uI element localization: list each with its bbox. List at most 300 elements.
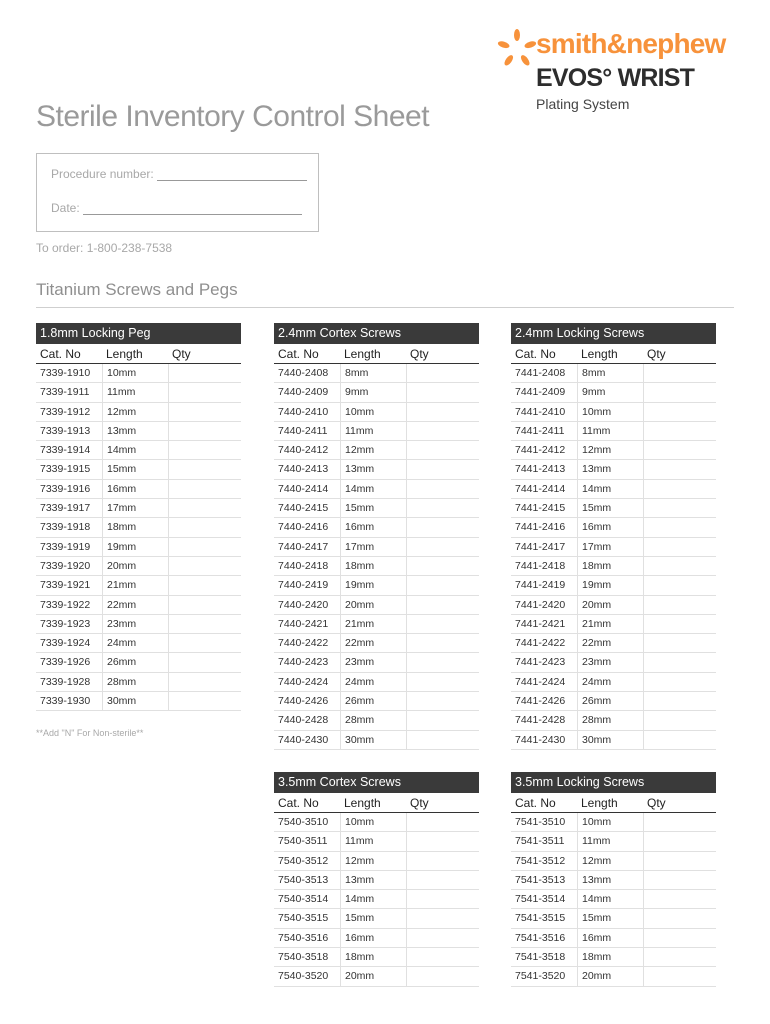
cat-no-cell: 7441-2423 [515,656,566,669]
length-cell: 14mm [577,890,643,908]
table-row [274,538,479,557]
table-title: 2.4mm Locking Screws [511,323,716,344]
table-row [36,403,241,422]
length-cell: 9mm [577,383,643,401]
qty-cell[interactable] [406,813,479,831]
table-row [511,871,716,890]
cat-no-cell: 7441-2428 [515,714,566,727]
qty-cell[interactable] [643,948,716,966]
cat-no-cell: 7440-2428 [278,714,329,727]
length-cell: 23mm [340,653,406,671]
table-row [511,576,716,595]
cat-no-cell: 7541-3514 [515,893,566,906]
qty-cell[interactable] [168,499,241,517]
qty-cell[interactable] [168,673,241,691]
table-row [274,653,479,672]
cat-no-cell: 7540-3518 [278,951,329,964]
table-row [36,692,241,711]
qty-cell[interactable] [406,731,479,749]
cat-no-cell: 7339-1911 [40,386,90,399]
length-cell: 10mm [340,403,406,421]
length-cell: 23mm [102,615,168,633]
qty-cell[interactable] [168,538,241,556]
length-cell: 16mm [340,518,406,536]
product-subtitle: Plating System [536,96,630,112]
length-cell: 15mm [577,499,643,517]
cat-no-cell: 7441-2419 [515,579,566,592]
qty-cell[interactable] [643,596,716,614]
length-cell: 18mm [577,948,643,966]
length-cell: 10mm [577,813,643,831]
length-cell: 10mm [577,403,643,421]
qty-cell[interactable] [643,576,716,594]
column-header-row [511,344,716,364]
table-row [36,383,241,402]
qty-cell[interactable] [406,890,479,908]
length-cell: 16mm [340,929,406,947]
table-3-5mm-cortex-screws [274,772,479,987]
qty-cell[interactable] [643,692,716,710]
cat-no-cell: 7440-2426 [278,695,329,708]
qty-cell[interactable] [643,364,716,382]
qty-cell[interactable] [168,557,241,575]
table-row [36,653,241,672]
cat-no-cell: 7441-2409 [515,386,566,399]
cat-no-cell: 7339-1923 [40,617,91,630]
table-row [36,557,241,576]
column-header-length: Length [344,347,381,361]
qty-cell[interactable] [168,576,241,594]
table-row [274,731,479,750]
qty-cell[interactable] [406,422,479,440]
qty-cell[interactable] [406,557,479,575]
length-cell: 28mm [577,711,643,729]
table-row [511,441,716,460]
length-cell: 21mm [340,615,406,633]
length-cell: 17mm [102,499,168,517]
table-row [274,596,479,615]
qty-cell[interactable] [406,948,479,966]
qty-cell[interactable] [406,967,479,985]
column-header-row [511,793,716,813]
length-cell: 24mm [102,634,168,652]
qty-cell[interactable] [406,576,479,594]
cat-no-cell: 7440-2422 [278,637,329,650]
qty-cell[interactable] [168,480,241,498]
cat-no-cell: 7441-2411 [515,424,565,437]
cat-no-cell: 7440-2418 [278,559,329,572]
length-cell: 8mm [577,364,643,382]
cat-no-cell: 7540-3511 [278,835,328,848]
cat-no-cell: 7541-3516 [515,931,566,944]
table-1-8mm-locking-peg [36,323,241,711]
brand-logo [496,26,746,116]
table-row [511,480,716,499]
length-cell: 18mm [577,557,643,575]
qty-cell[interactable] [406,538,479,556]
qty-cell[interactable] [406,692,479,710]
qty-cell[interactable] [643,422,716,440]
table-row [274,557,479,576]
length-cell: 24mm [577,673,643,691]
table-row [511,852,716,871]
length-cell: 14mm [340,890,406,908]
length-cell: 20mm [102,557,168,575]
length-cell: 15mm [340,499,406,517]
column-header-qty: Qty [647,796,666,810]
qty-cell[interactable] [406,596,479,614]
cat-no-cell: 7441-2413 [515,463,566,476]
length-cell: 20mm [340,967,406,985]
length-cell: 26mm [102,653,168,671]
length-cell: 16mm [577,929,643,947]
table-row [36,576,241,595]
length-cell: 28mm [102,673,168,691]
cat-no-cell: 7440-2415 [278,502,329,515]
cat-no-cell: 7540-3516 [278,931,329,944]
table-row [36,673,241,692]
length-cell: 14mm [102,441,168,459]
table-row [511,929,716,948]
table-row [274,890,479,909]
table-row [274,967,479,986]
table-row [36,634,241,653]
cat-no-cell: 7441-2422 [515,637,566,650]
qty-cell[interactable] [168,518,241,536]
cat-no-cell: 7339-1921 [40,579,91,592]
length-cell: 13mm [102,422,168,440]
table-row [274,813,479,832]
qty-cell[interactable] [406,403,479,421]
table-row [36,441,241,460]
qty-cell[interactable] [406,441,479,459]
table-row [274,634,479,653]
table-row [36,615,241,634]
table-row [511,499,716,518]
table-row [36,499,241,518]
qty-cell[interactable] [643,499,716,517]
product-name: EVOS° WRIST [536,64,695,92]
cat-no-cell: 7339-1915 [40,463,91,476]
length-cell: 18mm [340,948,406,966]
length-cell: 20mm [577,967,643,985]
table-row [274,832,479,851]
qty-cell[interactable] [643,929,716,947]
table-row [274,383,479,402]
length-cell: 15mm [340,909,406,927]
table-row [511,890,716,909]
cat-no-cell: 7441-2412 [515,444,566,457]
length-cell: 18mm [340,557,406,575]
cat-no-cell: 7440-2420 [278,598,329,611]
table-row [511,422,716,441]
qty-cell[interactable] [643,832,716,850]
table-row [511,909,716,928]
length-cell: 16mm [577,518,643,536]
cat-no-cell: 7540-3513 [278,873,329,886]
table-row [511,383,716,402]
table-2-4mm-locking-screws [511,323,716,750]
cat-no-cell: 7440-2410 [278,405,329,418]
table-row [274,460,479,479]
length-cell: 22mm [340,634,406,652]
cat-no-cell: 7441-2424 [515,675,566,688]
qty-cell[interactable] [643,653,716,671]
table-row [36,480,241,499]
qty-cell[interactable] [406,383,479,401]
qty-cell[interactable] [406,909,479,927]
cat-no-cell: 7339-1930 [40,695,91,708]
table-row [511,967,716,986]
qty-cell[interactable] [643,441,716,459]
cat-no-cell: 7541-3518 [515,951,566,964]
cat-no-cell: 7540-3520 [278,970,329,983]
qty-cell[interactable] [168,422,241,440]
table-row [511,460,716,479]
length-cell: 20mm [577,596,643,614]
length-cell: 12mm [577,441,643,459]
cat-no-cell: 7440-2423 [278,656,329,669]
cat-no-cell: 7441-2421 [515,617,566,630]
table-row [36,364,241,383]
cat-no-cell: 7339-1928 [40,675,91,688]
table-row [274,909,479,928]
table-row [511,403,716,422]
qty-cell[interactable] [643,538,716,556]
length-cell: 30mm [577,731,643,749]
qty-cell[interactable] [643,813,716,831]
qty-cell[interactable] [406,832,479,850]
qty-cell[interactable] [406,871,479,889]
length-cell: 11mm [577,422,643,440]
length-cell: 26mm [577,692,643,710]
qty-cell[interactable] [406,364,479,382]
table-row [511,557,716,576]
qty-cell[interactable] [643,557,716,575]
qty-cell[interactable] [643,403,716,421]
table-row [274,673,479,692]
cat-no-cell: 7339-1914 [40,444,91,457]
qty-cell[interactable] [406,711,479,729]
table-title: 2.4mm Cortex Screws [274,323,479,344]
section-divider [36,307,734,308]
length-cell: 23mm [577,653,643,671]
length-cell: 13mm [577,460,643,478]
cat-no-cell: 7541-3520 [515,970,566,983]
cat-no-cell: 7540-3515 [278,912,329,925]
qty-cell[interactable] [406,499,479,517]
length-cell: 20mm [340,596,406,614]
section-title: Titanium Screws and Pegs [36,280,238,299]
cat-no-cell: 7339-1924 [40,637,91,650]
table-row [511,832,716,851]
length-cell: 18mm [102,518,168,536]
qty-cell[interactable] [643,383,716,401]
procedure-info-box [36,153,319,232]
qty-cell[interactable] [643,852,716,870]
procedure-number-line [51,167,307,181]
qty-cell[interactable] [643,967,716,985]
qty-cell[interactable] [406,460,479,478]
cat-no-cell: 7440-2409 [278,386,329,399]
qty-cell[interactable] [643,634,716,652]
qty-cell[interactable] [168,460,241,478]
cat-no-cell: 7441-2426 [515,695,566,708]
table-title: 3.5mm Locking Screws [511,772,716,793]
cat-no-cell: 7441-2420 [515,598,566,611]
length-cell: 21mm [102,576,168,594]
length-cell: 8mm [340,364,406,382]
qty-cell[interactable] [406,653,479,671]
qty-cell[interactable] [168,403,241,421]
cat-no-cell: 7540-3514 [278,893,329,906]
qty-cell[interactable] [406,615,479,633]
cat-no-cell: 7339-1922 [40,598,91,611]
qty-cell[interactable] [168,692,241,710]
cat-no-cell: 7441-2418 [515,559,566,572]
table-row [36,518,241,537]
table-row [36,460,241,479]
procedure-number-field[interactable] [157,169,307,181]
table-row [511,731,716,750]
cat-no-cell: 7441-2430 [515,733,566,746]
qty-cell[interactable] [643,711,716,729]
table-row [511,692,716,711]
cat-no-cell: 7339-1920 [40,559,91,572]
table-row [274,441,479,460]
table-row [511,948,716,967]
qty-cell[interactable] [406,852,479,870]
table-row [274,576,479,595]
cat-no-cell: 7440-2419 [278,579,329,592]
length-cell: 14mm [577,480,643,498]
length-cell: 15mm [577,909,643,927]
qty-cell[interactable] [643,480,716,498]
cat-no-cell: 7339-1913 [40,424,91,437]
cat-no-cell: 7440-2411 [278,424,328,437]
length-cell: 30mm [102,692,168,710]
qty-cell[interactable] [643,909,716,927]
length-cell: 10mm [340,813,406,831]
qty-cell[interactable] [643,673,716,691]
cat-no-cell: 7339-1918 [40,521,91,534]
table-row [274,692,479,711]
table-row [511,673,716,692]
cat-no-cell: 7540-3510 [278,816,329,828]
length-cell: 11mm [340,422,406,440]
length-cell: 9mm [340,383,406,401]
cat-no-cell: 7441-2416 [515,521,566,534]
qty-cell[interactable] [406,634,479,652]
qty-cell[interactable] [643,460,716,478]
cat-no-cell: 7339-1912 [40,405,91,418]
cat-no-cell: 7440-2416 [278,521,329,534]
cat-no-cell: 7440-2412 [278,444,329,457]
table-row [274,615,479,634]
length-cell: 22mm [577,634,643,652]
date-field[interactable] [83,203,302,215]
cat-no-cell: 7440-2414 [278,482,329,495]
length-cell: 17mm [340,538,406,556]
qty-cell[interactable] [168,383,241,401]
length-cell: 11mm [577,832,643,850]
cat-no-cell: 7440-2413 [278,463,329,476]
qty-cell[interactable] [168,596,241,614]
length-cell: 26mm [340,692,406,710]
cat-no-cell: 7541-3512 [515,854,566,867]
qty-cell[interactable] [406,480,479,498]
length-cell: 21mm [577,615,643,633]
table-row [511,596,716,615]
smith-nephew-star-icon [496,28,538,70]
length-cell: 19mm [102,538,168,556]
order-phone: To order: 1-800-238-7538 [36,241,173,255]
non-sterile-note: **Add "N" For Non-sterile** [36,728,144,738]
qty-cell[interactable] [643,731,716,749]
table-row [36,538,241,557]
qty-cell[interactable] [406,673,479,691]
length-cell: 12mm [102,403,168,421]
qty-cell[interactable] [168,441,241,459]
length-cell: 11mm [340,832,406,850]
length-cell: 24mm [340,673,406,691]
table-row [274,871,479,890]
qty-cell[interactable] [168,364,241,382]
length-cell: 16mm [102,480,168,498]
column-header-qty: Qty [647,347,666,361]
cat-no-cell: 7339-1919 [40,540,91,553]
length-cell: 19mm [340,576,406,594]
length-cell: 19mm [577,576,643,594]
cat-no-cell: 7441-2408 [515,367,566,379]
qty-cell[interactable] [406,929,479,947]
table-row [511,364,716,383]
cat-no-cell: 7440-2417 [278,540,329,553]
date-line [51,201,302,215]
cat-no-cell: 7541-3510 [515,816,566,828]
table-row [511,615,716,634]
column-header-cat-no: Cat. No [278,796,319,810]
qty-cell[interactable] [643,890,716,908]
column-header-qty: Qty [410,347,429,361]
table-3-5mm-locking-screws [511,772,716,987]
length-cell: 12mm [340,852,406,870]
qty-cell[interactable] [643,615,716,633]
procedure-number-label: Procedure number: [51,167,154,181]
qty-cell[interactable] [168,615,241,633]
cat-no-cell: 7440-2430 [278,733,329,746]
cat-no-cell: 7339-1926 [40,656,91,669]
brand-name: smith&nephew [536,28,726,59]
cat-no-cell: 7441-2414 [515,482,566,495]
table-row [274,852,479,871]
cat-no-cell: 7441-2415 [515,502,566,515]
column-header-cat-no: Cat. No [278,347,319,361]
table-row [36,422,241,441]
qty-cell[interactable] [406,518,479,536]
qty-cell[interactable] [643,871,716,889]
qty-cell[interactable] [643,518,716,536]
table-row [274,499,479,518]
cat-no-cell: 7441-2417 [515,540,566,553]
table-row [274,480,479,499]
table-row [36,596,241,615]
table-row [511,518,716,537]
qty-cell[interactable] [168,634,241,652]
date-label: Date: [51,201,80,215]
column-header-qty: Qty [410,796,429,810]
qty-cell[interactable] [168,653,241,671]
